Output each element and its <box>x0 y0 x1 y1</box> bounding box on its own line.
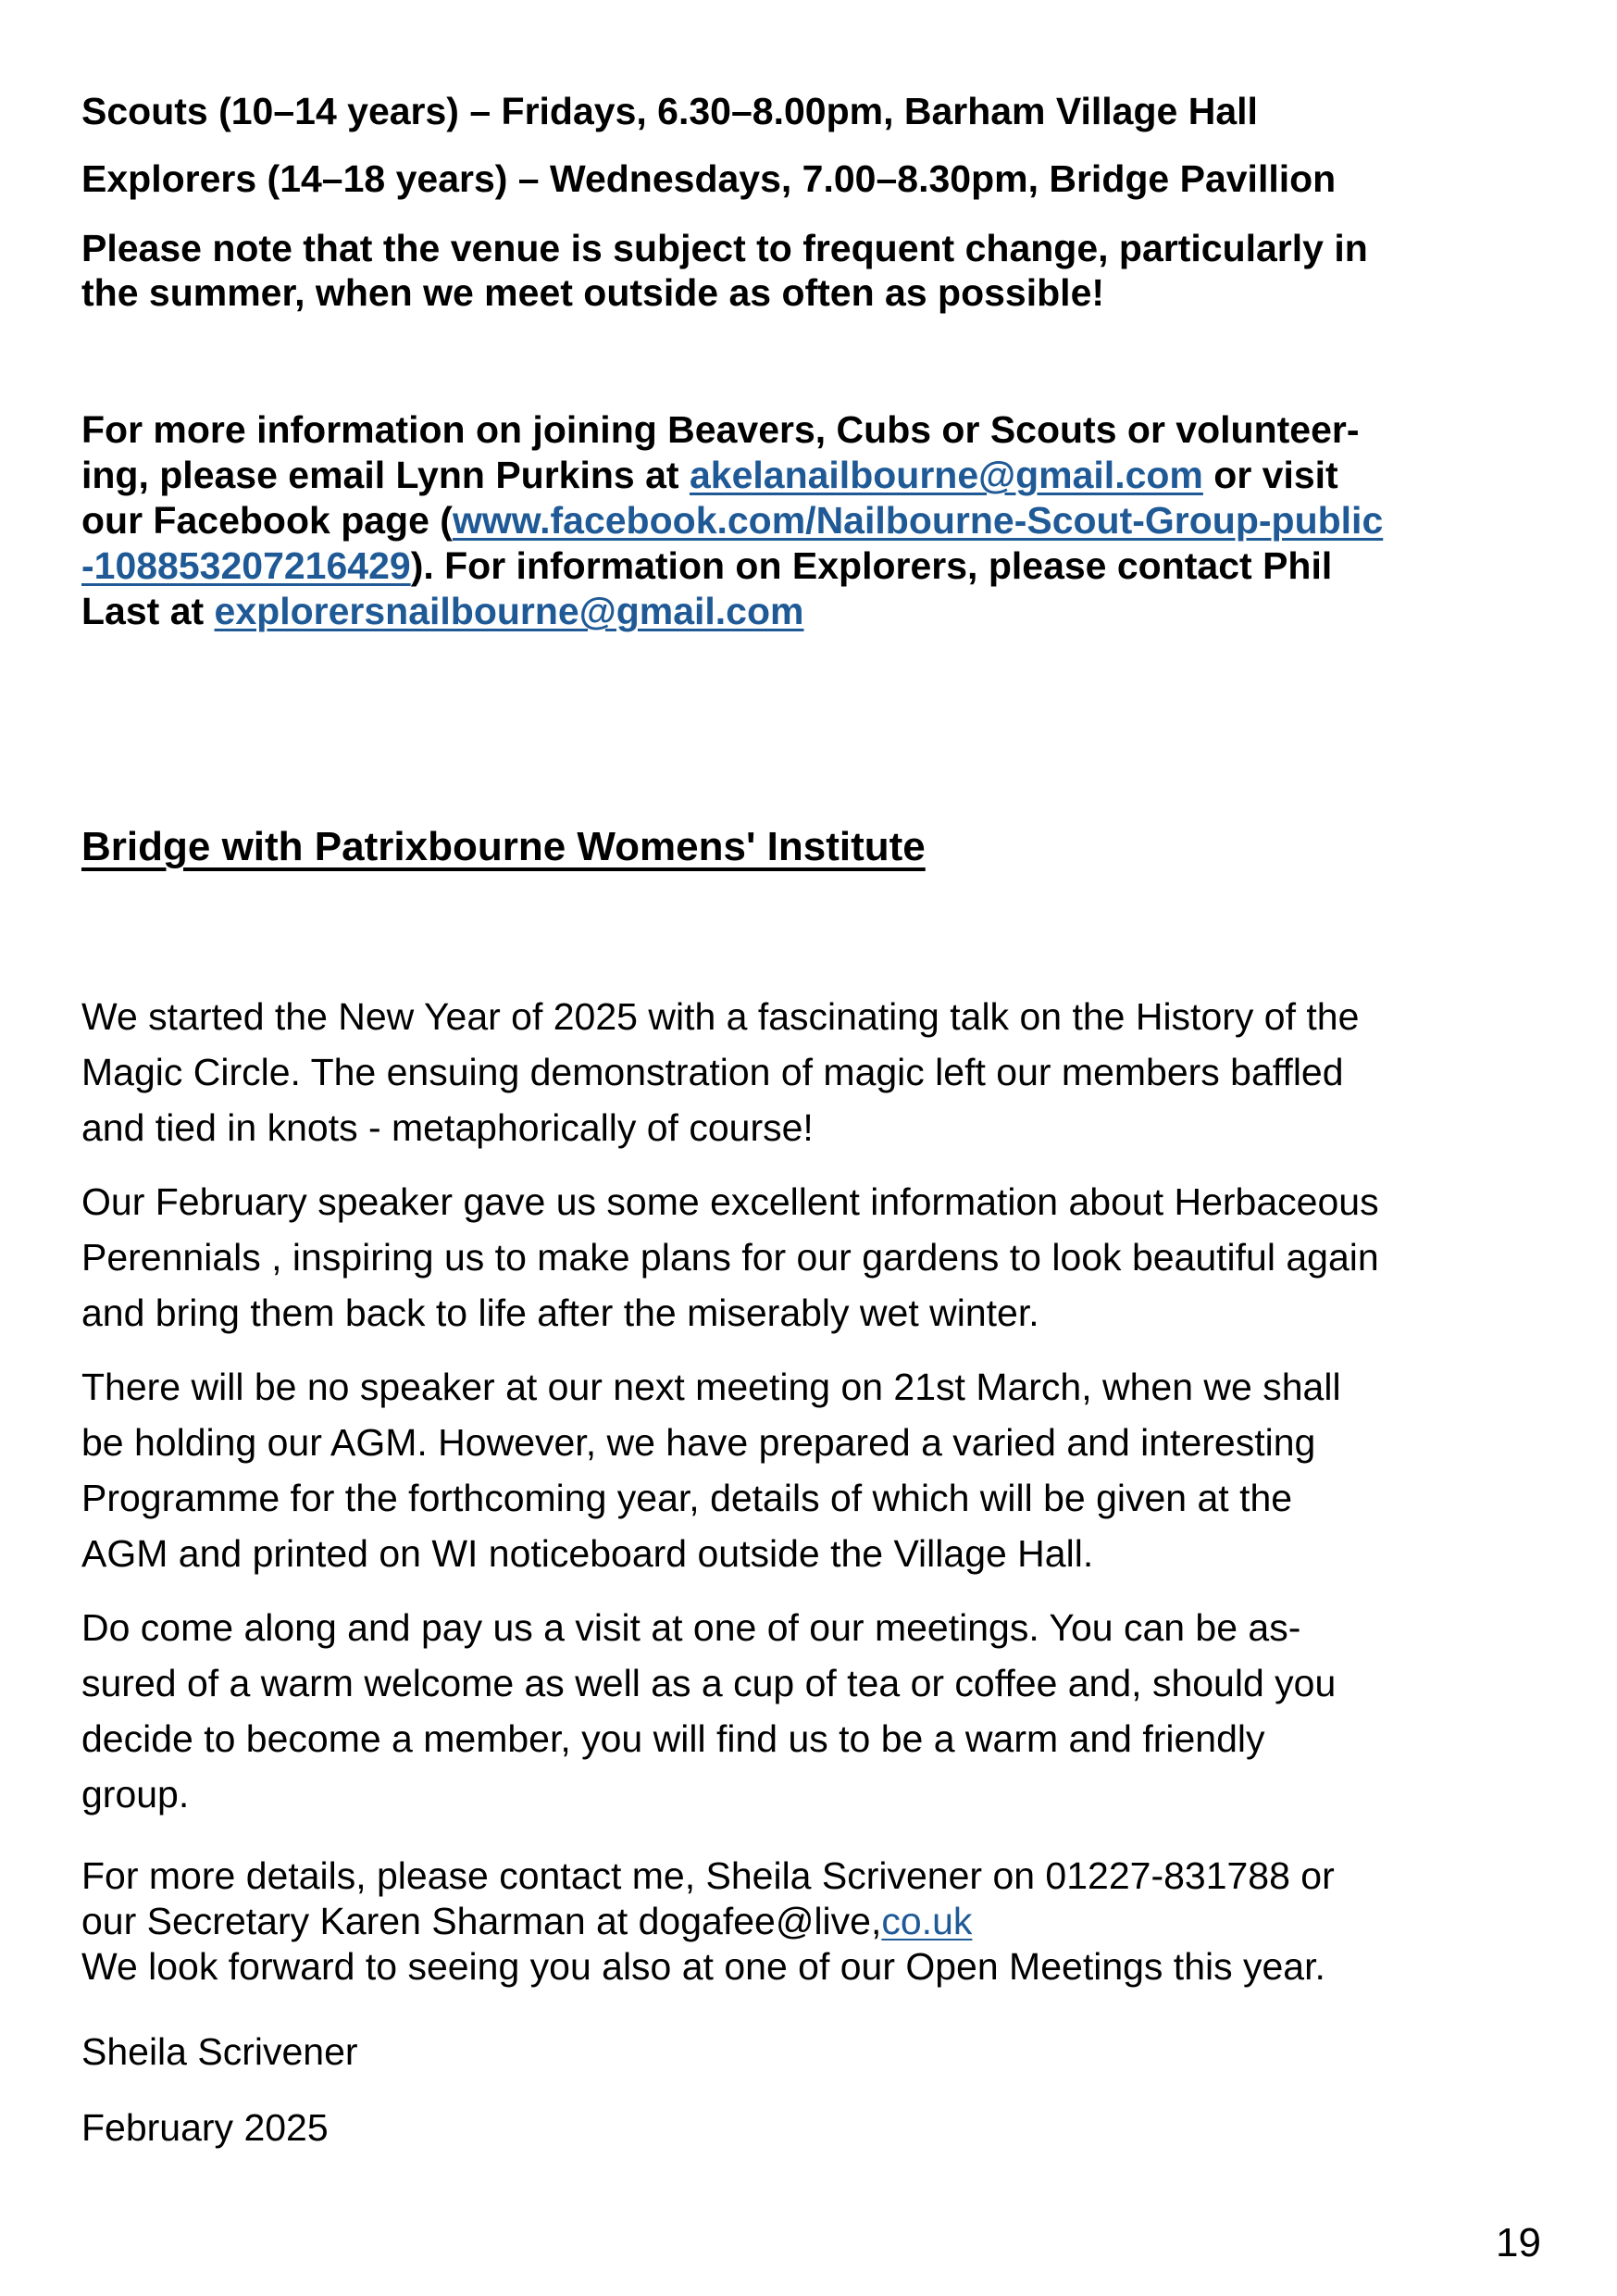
contact-line-1: For more details, please contact me, Sheila Scrivener on 01227-831788 or <box>81 1854 1335 1897</box>
info-line-5 <box>81 589 803 634</box>
contact-paragraph <box>81 1853 1544 1990</box>
date: February 2025 <box>81 2106 329 2149</box>
paragraph-line: decide to become a member, you will find us to be a warm and friendly <box>81 1717 1265 1760</box>
info-text: or visit <box>1202 454 1338 496</box>
page-number: 19 <box>1496 2220 1541 2265</box>
paragraph-2 <box>81 1174 1544 1341</box>
paragraph-line: There will be no speaker at our next meeting on 21st March, when we shall <box>81 1366 1341 1408</box>
paragraph-line: and bring them back to life after the miserably wet winter. <box>81 1292 1039 1334</box>
explorers-schedule: Explorers (14–18 years) – Wednesdays, 7.00–8.30pm, Bridge Pavillion <box>81 157 1337 200</box>
info-text: ). For information on Explorers, please contact Phil <box>410 544 1333 587</box>
paragraph-line: Do come along and pay us a visit at one of our meetings. You can be as- <box>81 1606 1301 1649</box>
facebook-link-continued[interactable]: -108853207216429 <box>81 544 411 587</box>
info-line-3 <box>81 498 1383 543</box>
info-text: ing, please email Lynn Purkins at <box>81 454 690 496</box>
info-line-4 <box>81 543 1332 589</box>
paragraph-line: Magic Circle. The ensuing demonstration of magic left our members baffled <box>81 1051 1344 1093</box>
paragraph-line: be holding our AGM. However, we have prepared a varied and interesting <box>81 1421 1316 1464</box>
paragraph-4 <box>81 1600 1544 1822</box>
email-phil-link[interactable]: explorersnailbourne@gmail.com <box>214 590 804 632</box>
paragraph-line: We started the New Year of 2025 with a fascinating talk on the History of the <box>81 995 1360 1038</box>
paragraph-3 <box>81 1359 1544 1581</box>
paragraph-1 <box>81 989 1544 1155</box>
info-text: our Facebook page ( <box>81 499 453 542</box>
paragraph-line: AGM and printed on WI noticeboard outside the Village Hall. <box>81 1532 1094 1575</box>
paragraph-line: Perennials , inspiring us to make plans for our gardens to look beautiful again <box>81 1236 1379 1279</box>
contact-line-2 <box>81 1899 1544 1944</box>
info-text: Last at <box>81 590 215 632</box>
signature: Sheila Scrivener <box>81 2030 358 2073</box>
paragraph-line: Our February speaker gave us some excellent information about Herbaceous <box>81 1180 1379 1223</box>
facebook-link[interactable]: www.facebook.com/Nailbourne-Scout-Group-public <box>452 499 1384 542</box>
scouts-schedule: Scouts (10–14 years) – Fridays, 6.30–8.00pm, Barham Village Hall <box>81 90 1258 132</box>
section-heading: Bridge with Patrixbourne Womens' Institute <box>81 824 926 869</box>
paragraph-line: sured of a warm welcome as well as a cup of tea or coffee and, should you <box>81 1662 1337 1704</box>
info-line-2 <box>81 453 1338 498</box>
paragraph-line: and tied in knots - metaphorically of course! <box>81 1106 814 1149</box>
paragraph-line: Programme for the forthcoming year, details of which will be given at the <box>81 1477 1293 1519</box>
venue-note-line-2: the summer, when we meet outside as often as possible! <box>81 271 1105 314</box>
co-uk-link[interactable]: co.uk <box>881 1900 973 1942</box>
info-line-1: For more information on joining Beavers, Cubs or Scouts or volunteer- <box>81 408 1360 451</box>
email-lynn-link[interactable]: akelanailbourne@gmail.com <box>689 454 1203 496</box>
contact-line-3: We look forward to seeing you also at one of our Open Meetings this year. <box>81 1945 1325 1988</box>
venue-note-line-1: Please note that the venue is subject to frequent change, particularly in <box>81 227 1368 269</box>
paragraph-line: group. <box>81 1773 190 1816</box>
contact-text: our Secretary Karen Sharman at dogafee@live, <box>81 1900 882 1942</box>
